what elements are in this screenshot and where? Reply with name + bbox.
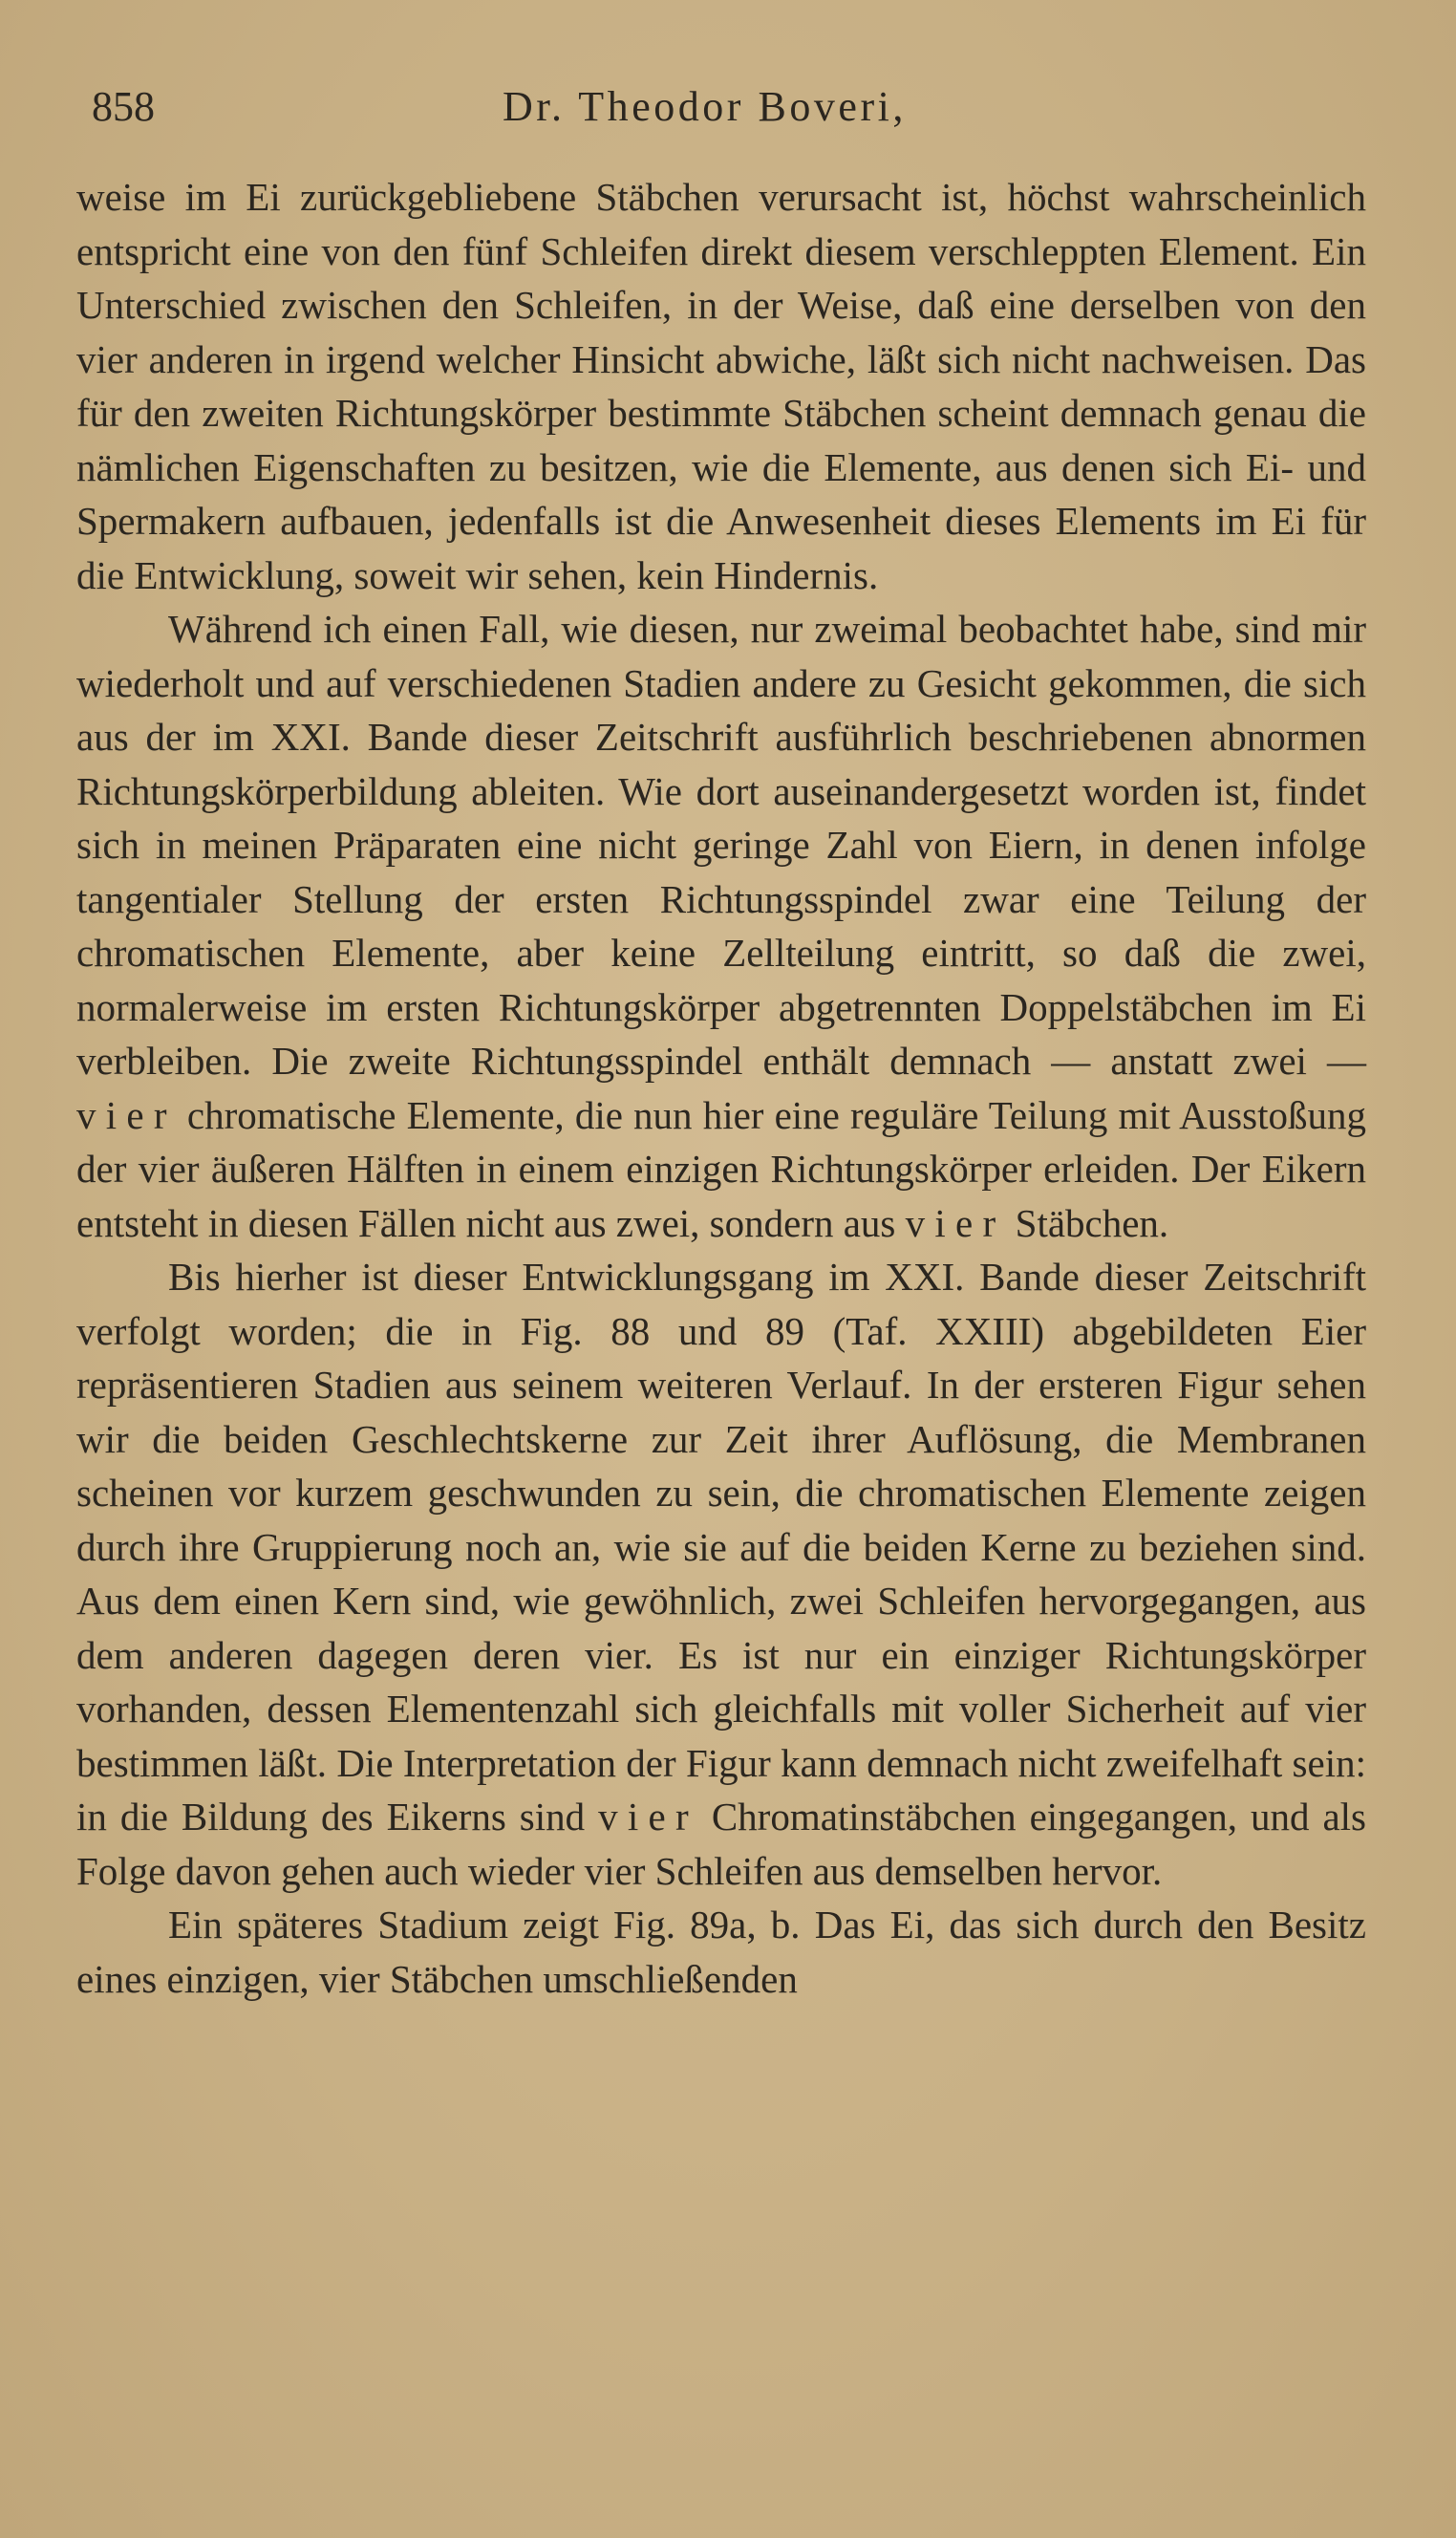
emphasis-spaced: vier bbox=[598, 1795, 698, 1839]
page-number: 858 bbox=[92, 83, 155, 130]
paragraph-text: Chromatinstäbchen eingegangen, und als Folge davon gehen auch wieder vier Schleifen aus demselben hervor. bbox=[76, 1795, 1366, 1893]
running-title: Dr. Theodor Boveri, bbox=[503, 83, 907, 130]
paragraph-4 bbox=[76, 1898, 1366, 2006]
paragraph-text: Bis hierher ist dieser Entwicklungsgang im XXI. Bande dieser Zeitschrift verfolgt worden; die in Fig. 88 und 89 (Taf. XXIII) abgebildeten Eier repräsentieren Stadien aus seinem weiteren Verlauf. In der ersteren Figur sehen wir die beiden Geschlechtskerne zur Zeit ihrer Auflösung, die Membranen scheinen vor kurzem geschwunden zu sein, die chromatischen Elemente zeigen durch ihre Gruppierung noch an, wie sie auf die beiden Kerne zu beziehen sind. Aus dem einen Kern sind, wie gewöhnlich, zwei Schleifen hervorgegangen, aus dem anderen dagegen deren vier. Es ist nur ein einziger Richtungskörper vorhanden, dessen Elementenzahl sich gleichfalls mit voller Sicherheit auf vier bestimmen läßt. Die Interpretation der Figur kann demnach nicht zweifelhaft sein: in die Bildung des Eikerns sind bbox=[76, 1255, 1366, 1839]
paragraph-3 bbox=[76, 1250, 1366, 1898]
paragraph-text: Während ich einen Fall, wie diesen, nur zweimal beobachtet habe, sind mir wiederholt und auf verschiedenen Stadien andere zu Gesicht gekommen, die sich aus der im XXI. Bande dieser Zeitschrift ausführlich beschriebenen abnormen Richtungskörperbildung ableiten. Wie dort auseinandergesetzt worden ist, findet sich in meinen Präparaten eine nicht geringe Zahl von Eiern, in denen infolge tangentialer Stellung der ersten Richtungsspindel zwar eine Teilung der chromatischen Elemente, aber keine Zellteilung eintritt, so daß die zwei, normalerweise im ersten Richtungskörper abgetrennten Doppelstäbchen im Ei verbleiben. Die zweite Richtungsspindel enthält demnach — anstatt zwei — bbox=[76, 607, 1366, 1083]
paragraph-text: chromatische Elemente, die nun hier eine reguläre Teilung mit Ausstoßung der vier äußeren Hälften in einem einzigen Richtungskörper erleiden. Der Eikern entsteht in diesen Fällen nicht aus zwei, sondern aus bbox=[76, 1092, 1366, 1245]
paragraph-text: Ein späteres Stadium zeigt Fig. 89a, b. Das Ei, das sich durch den Besitz eines einzigen, vier Stäbchen umschließenden bbox=[76, 1903, 1366, 2001]
paragraph-text: Stäbchen. bbox=[1005, 1200, 1169, 1245]
paragraph-2 bbox=[76, 602, 1366, 1250]
emphasis-spaced: vier bbox=[905, 1200, 1006, 1245]
running-head bbox=[92, 78, 1364, 136]
emphasis-spaced: vier bbox=[76, 1092, 177, 1137]
body-text bbox=[76, 170, 1366, 2006]
paragraph-1 bbox=[76, 170, 1366, 602]
paragraph-text: weise im Ei zurückgebliebene Stäbchen verursacht ist, höchst wahrscheinlich entspricht eine von den fünf Schleifen direkt diesem verschleppten Element. Ein Unterschied zwischen den Schleifen, in der Weise, daß eine derselben von den vier anderen in irgend welcher Hinsicht abwiche, läßt sich nicht nachweisen. Das für den zweiten Richtungskörper bestimmte Stäbchen scheint demnach genau die nämlichen Eigenschaften zu besitzen, wie die Elemente, aus denen sich Ei- und Spermakern aufbauen, jedenfalls ist die Anwesenheit dieses Elements im Ei für die Entwicklung, soweit wir sehen, kein Hindernis. bbox=[76, 175, 1366, 597]
